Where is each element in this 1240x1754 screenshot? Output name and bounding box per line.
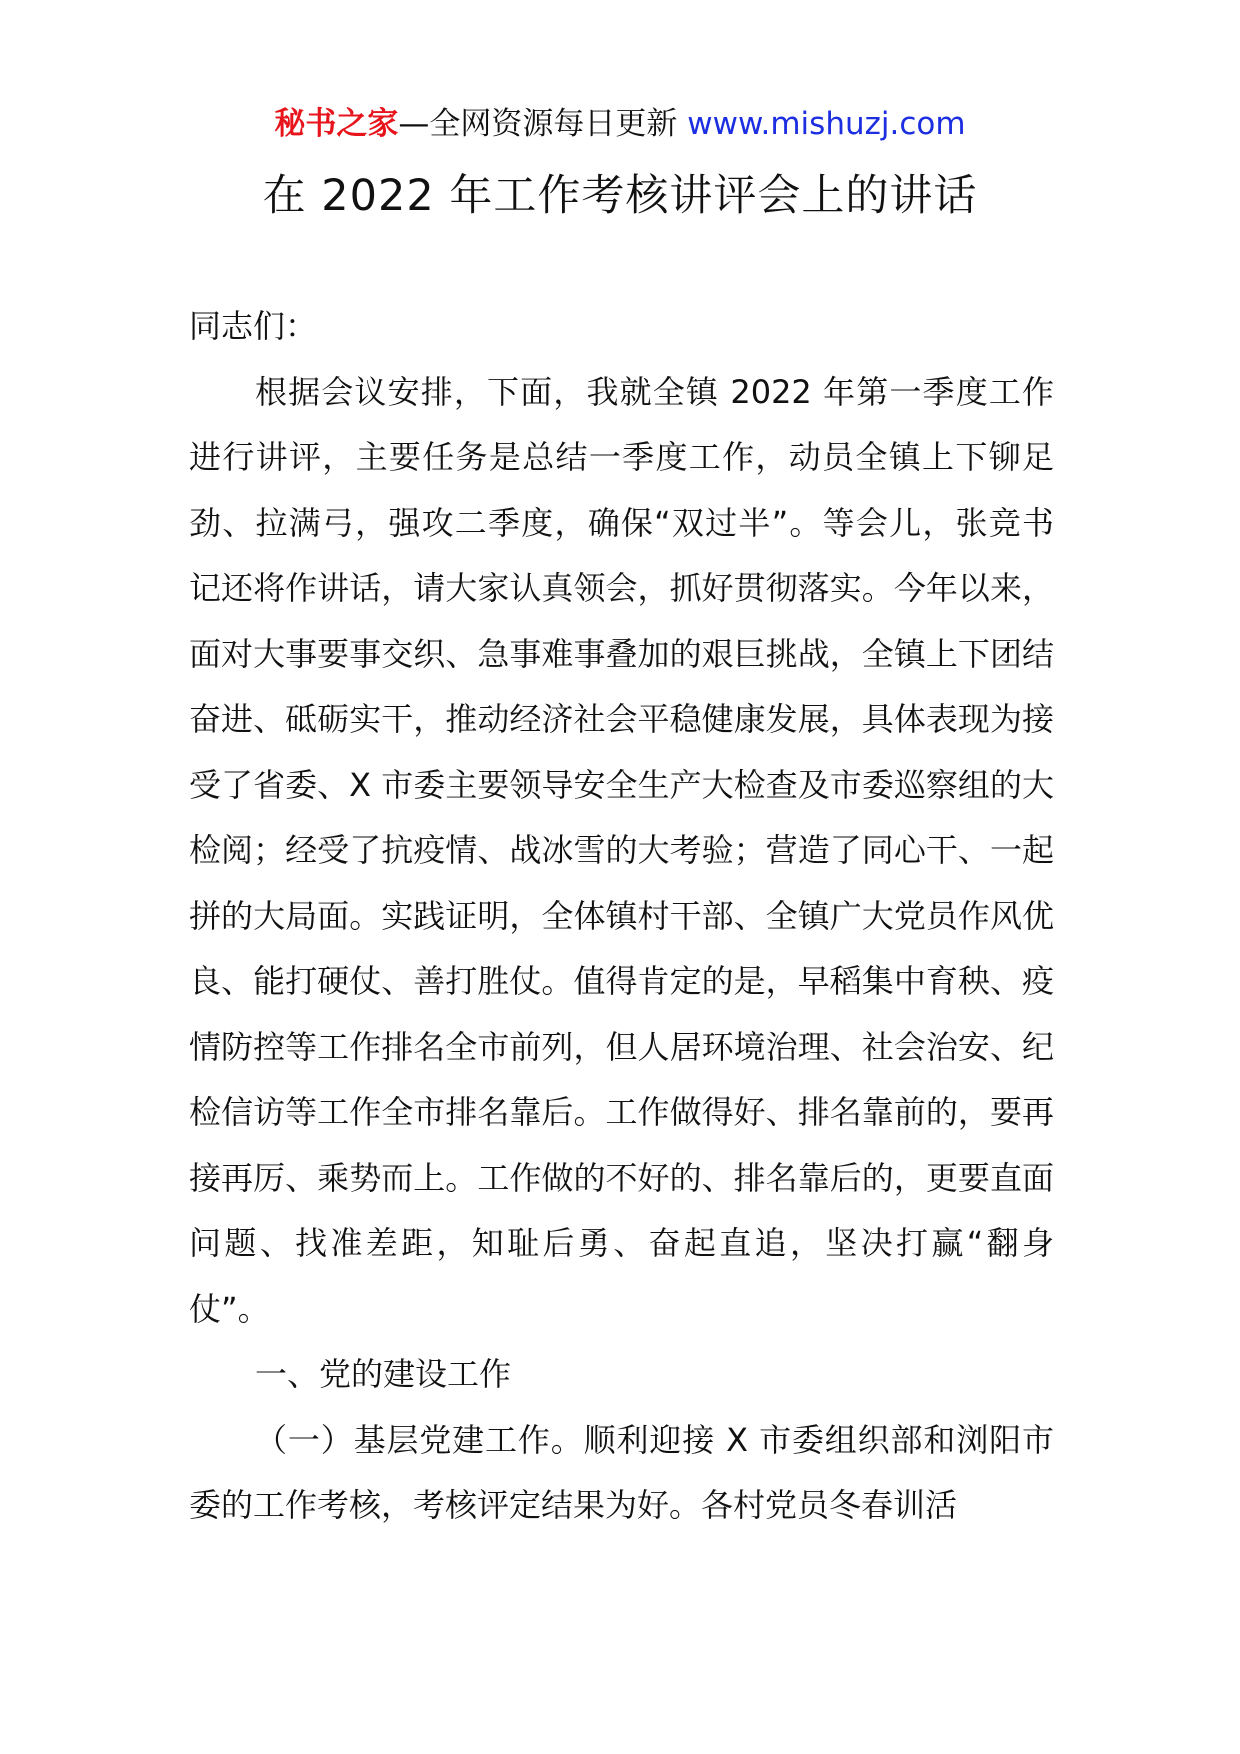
brand-name: 秘书之家 <box>274 106 399 142</box>
salutation: 同志们： <box>189 307 318 345</box>
site-url-link[interactable]: www.mishuzj.com <box>687 106 966 142</box>
brand-tagline: —全网资源每日更新 <box>398 106 678 142</box>
section-heading: 一、党的建设工作 <box>255 1355 512 1393</box>
watermark-header <box>0 104 1240 144</box>
document-body <box>189 294 1054 1539</box>
paragraph-party-building: （一）基层党建工作。顺利迎接 X 市委组织部和浏阳市委的工作考核，考核评定结果为好。各村党员冬春训活 <box>189 1420 1054 1524</box>
document-title: 在 2022 年工作考核讲评会上的讲话 <box>262 171 978 221</box>
paragraph-intro: 根据会议安排，下面，我就全镇 2022 年第一季度工作进行讲评，主要任务是总结一季度工作，动员全镇上下铆足劲、拉满弓，强攻二季度，确保“双过半”。等会儿，张竞书记还将作讲话，请大家认真领会，抓好贯彻落实。今年以来，面对大事要事交织、急事难事叠加的艰巨挑战，全镇上下团结奋进、砥砺实干，推动经济社会平稳健康发展，具体表现为接受了省委、X 市委主要领导安全生产大检查及市委巡察组的大检阅；经受了抗疫情、战冰雪的大考验；营造了同心干、一起拼的大局面。实践证明，全体镇村干部、全镇广大党员作风优良、能打硬仗、善打胜仗。值得肯定的是，早稻集中育秧、疫情防控等工作排名全市前列，但人居环境治理、社会治安、纪检信访等工作全市排名靠后。工作做得好、排名靠前的，要再接再厉、乘势而上。工作做的不好的、排名靠后的，更要直面问题、找准差距，知耻后勇、奋起直追，坚决打赢“翻身仗”。 <box>189 372 1054 1328</box>
